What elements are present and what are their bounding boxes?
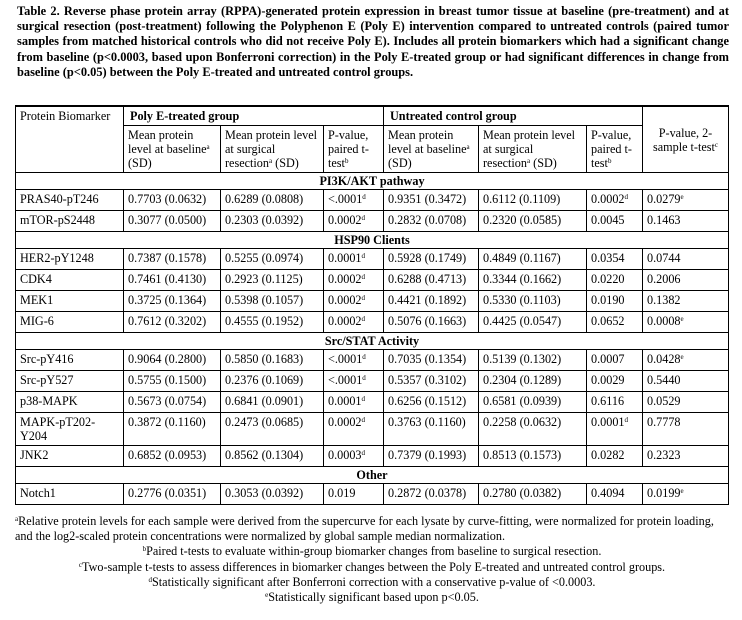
cell-value: 0.6852 (0.0953) [128, 448, 207, 462]
cell-c-p [587, 211, 643, 232]
footnote-mark: d [148, 575, 153, 584]
cell-value: 0.8513 (0.1573) [483, 448, 562, 462]
cell-value: 0.0007 [591, 352, 625, 366]
cell-value: 0.5440 [647, 373, 681, 387]
cell-p2 [643, 211, 729, 232]
cell-value: 0.6112 (0.1109) [483, 192, 561, 206]
cell-t-base [124, 392, 221, 413]
cell-value: 0.4849 (0.1167) [483, 251, 561, 265]
cell-c-p [587, 392, 643, 413]
cell-value: 0.5139 (0.1302) [483, 352, 562, 366]
header-control-baseline [384, 126, 479, 173]
cell-p2 [643, 291, 729, 312]
cell-c-base [384, 371, 479, 392]
cell-value: 0.5755 (0.1500) [128, 373, 207, 387]
cell-value: 0.0029 [591, 373, 625, 387]
table-row [16, 446, 729, 467]
cell-c-surg [479, 413, 587, 446]
cell-value: 0.2923 (0.1125) [225, 272, 303, 286]
cell-value: 0.0190 [591, 293, 625, 307]
cell-c-base [384, 446, 479, 467]
cell-value: 0.0001 [328, 394, 362, 408]
cell-t-surg [221, 249, 324, 270]
cell-t-base [124, 350, 221, 371]
cell-value: 0.7035 (0.1354) [388, 352, 467, 366]
cell-c-p [587, 350, 643, 371]
cell-c-surg [479, 270, 587, 291]
footnotes [15, 514, 729, 605]
footnote-mark: d [362, 374, 366, 382]
cell-value: 0.0001 [328, 251, 362, 265]
footnote-mark: d [361, 214, 366, 222]
section-title: PI3K/AKT pathway [16, 173, 729, 190]
cell-t-p [324, 211, 384, 232]
footnote-mark: b [607, 157, 612, 165]
cell-value: 0.6116 [591, 394, 625, 408]
cell-c-surg [479, 350, 587, 371]
header-treated-group: Poly E-treated group [124, 106, 384, 126]
cell-value: 0.5076 (0.1663) [388, 314, 467, 328]
cell-value: 0.6581 (0.0939) [483, 394, 562, 408]
header-treated-pvalue [324, 126, 384, 173]
header-control-group: Untreated control group [384, 106, 643, 126]
cell-p2 [643, 392, 729, 413]
footnote-mark: d [361, 395, 366, 403]
cell-value: 0.0199 [647, 486, 681, 500]
cell-t-base [124, 484, 221, 505]
cell-t-p [324, 350, 384, 371]
cell-value: 0.6289 (0.0808) [225, 192, 304, 206]
footnote-text: Statistically significant based upon p<0.05. [268, 590, 479, 605]
cell-value: 0.5330 (0.1103) [483, 293, 561, 307]
cell-value: 0.0279 [647, 192, 681, 206]
cell-p2 [643, 350, 729, 371]
header-label: P-value, paired t-test [591, 128, 632, 170]
cell-value: 0.2832 (0.0708) [388, 213, 467, 227]
cell-value: p38-MAPK [20, 394, 78, 408]
section-header-row [16, 467, 729, 484]
cell-value: 0.0002 [328, 272, 362, 286]
footnote-mark: a [466, 143, 470, 151]
cell-t-p [324, 446, 384, 467]
footnote-mark: a [15, 515, 19, 523]
cell-p2 [643, 371, 729, 392]
footnote-e [15, 590, 729, 605]
cell-value: MEK1 [20, 293, 54, 307]
cell-t-surg [221, 190, 324, 211]
cell-value: 0.2776 (0.0351) [128, 486, 207, 500]
cell-name [16, 392, 124, 413]
cell-value: 0.5357 (0.3102) [388, 373, 467, 387]
cell-c-base [384, 413, 479, 446]
footnote-mark: d [624, 193, 629, 201]
cell-value: 0.0008 [647, 314, 681, 328]
footnote-mark: d [361, 315, 366, 323]
cell-value: 0.2303 (0.0392) [225, 213, 304, 227]
footnote-b [15, 544, 729, 559]
cell-value: 0.4094 [591, 486, 625, 500]
cell-c-base [384, 291, 479, 312]
rppa-table [15, 105, 729, 505]
cell-value: 0.0001 [591, 415, 625, 429]
cell-value: 0.3872 (0.1160) [128, 415, 206, 429]
cell-value: 0.3344 (0.1662) [483, 272, 562, 286]
cell-c-base [384, 312, 479, 333]
cell-value: 0.2376 (0.1069) [225, 373, 304, 387]
cell-value: 0.5850 (0.1683) [225, 352, 304, 366]
cell-t-base [124, 413, 221, 446]
cell-value: HER2-pY1248 [20, 251, 94, 265]
cell-value: <.0001 [328, 373, 363, 387]
cell-p2 [643, 484, 729, 505]
cell-p2 [643, 312, 729, 333]
footnote-d [15, 575, 729, 590]
cell-t-surg [221, 392, 324, 413]
cell-value: 0.0220 [591, 272, 625, 286]
table-caption: Table 2. Reverse phase protein array (RPPA)-generated protein expression in breast tumor tissue at baseline (pre-treatment) and at surgical resection (post-treatment) following the Polyphenon E (Poly E) intervention compared to untreated controls (paired tumor samples from matched historical controls who did not receive Poly E). Includes all protein biomarkers which had a significant change from baseline (p<0.0003, based upon Bonferroni correction) in the Poly E-treated group or had significant differences in change from baseline (p<0.05) between the Poly E-treated and untreated control groups. [17, 4, 729, 79]
cell-c-p [587, 446, 643, 467]
cell-c-surg [479, 446, 587, 467]
footnote-mark: c [78, 560, 83, 569]
section-header-row [16, 173, 729, 190]
cell-name [16, 371, 124, 392]
footnote-mark: e [680, 193, 684, 201]
table-row [16, 249, 729, 270]
footnote-text: Relative protein levels for each sample were derived from the supercurve for each lysate by curve-fitting, were normalized for protein loading, and the log2-scaled protein concentrations were normalized by global sample median normalization. [15, 514, 714, 544]
cell-value: Notch1 [20, 486, 56, 500]
cell-value: 0.7778 [647, 415, 681, 429]
cell-c-p [587, 371, 643, 392]
cell-value: 0.3725 (0.1364) [128, 293, 207, 307]
cell-c-base [384, 249, 479, 270]
cell-value: MAPK-pT202-Y204 [20, 415, 96, 443]
cell-value: 0.0744 [647, 251, 681, 265]
cell-value: 0.0002 [328, 314, 362, 328]
cell-t-surg [221, 371, 324, 392]
cell-t-base [124, 371, 221, 392]
cell-value: 0.7703 (0.0632) [128, 192, 207, 206]
cell-c-p [587, 270, 643, 291]
cell-value: 0.5928 (0.1749) [388, 251, 467, 265]
cell-c-p [587, 312, 643, 333]
cell-t-p [324, 249, 384, 270]
cell-t-p [324, 484, 384, 505]
cell-c-p [587, 190, 643, 211]
footnote-mark: d [362, 353, 366, 361]
cell-t-p [324, 371, 384, 392]
cell-p2 [643, 190, 729, 211]
cell-value: 0.0354 [591, 251, 625, 265]
footnote-mark: e [680, 315, 684, 323]
cell-value: <.0001 [328, 192, 363, 206]
cell-value: 0.3053 (0.0392) [225, 486, 304, 500]
cell-t-p [324, 392, 384, 413]
cell-c-p [587, 249, 643, 270]
cell-name [16, 484, 124, 505]
footnote-mark: d [361, 449, 366, 457]
cell-name [16, 270, 124, 291]
cell-c-base [384, 270, 479, 291]
footnote-text: Two-sample t-tests to assess differences in biomarker changes between the Poly E-treated and untreated control groups. [82, 559, 666, 574]
footnote-a [15, 514, 729, 544]
header-sd: (SD) [530, 156, 557, 170]
cell-value: 0.0428 [647, 352, 681, 366]
cell-value: 0.2304 (0.1289) [483, 373, 562, 387]
footnote-mark: c [714, 140, 719, 149]
cell-name [16, 413, 124, 446]
cell-t-surg [221, 446, 324, 467]
footnote-mark: d [362, 193, 366, 201]
header-pvalue-2sample [643, 106, 729, 173]
cell-value: 0.7379 (0.1993) [388, 448, 467, 462]
header-label: Mean protein level at surgical resection [225, 128, 318, 170]
cell-p2 [643, 413, 729, 446]
cell-value: 0.0652 [591, 314, 625, 328]
cell-c-base [384, 211, 479, 232]
cell-value: 0.4425 (0.0547) [483, 314, 562, 328]
footnote-mark: e [680, 487, 684, 495]
header-control-pvalue [587, 126, 643, 173]
cell-value: 0.0002 [591, 192, 625, 206]
footnote-mark: e [265, 591, 269, 600]
header-label: Mean protein level at baseline [128, 128, 207, 156]
footnote-mark: d [361, 294, 366, 302]
cell-t-surg [221, 291, 324, 312]
footnote-mark: a [527, 157, 531, 165]
cell-value: CDK4 [20, 272, 52, 286]
header-pvalue-2sample-label: P-value, 2-sample t-test [652, 125, 715, 154]
cell-t-p [324, 312, 384, 333]
table-row [16, 392, 729, 413]
cell-p2 [643, 446, 729, 467]
cell-value: mTOR-pS2448 [20, 213, 95, 227]
cell-value: 0.2473 (0.0685) [225, 415, 304, 429]
cell-name [16, 249, 124, 270]
header-label: Mean protein level at surgical resection [483, 128, 576, 170]
footnote-mark: d [361, 416, 366, 424]
table-row [16, 270, 729, 291]
cell-c-surg [479, 249, 587, 270]
cell-value: MIG-6 [20, 314, 54, 328]
cell-name [16, 446, 124, 467]
cell-value: 0.2320 (0.0585) [483, 213, 562, 227]
cell-t-base [124, 211, 221, 232]
cell-value: 0.0003 [328, 448, 362, 462]
footnote-mark: e [680, 353, 684, 361]
cell-value: 0.5255 (0.0974) [225, 251, 304, 265]
table-row [16, 350, 729, 371]
cell-c-p [587, 291, 643, 312]
cell-name [16, 190, 124, 211]
cell-c-surg [479, 392, 587, 413]
table-row [16, 484, 729, 505]
cell-value: 0.6841 (0.0901) [225, 394, 304, 408]
cell-value: 0.3077 (0.0500) [128, 213, 207, 227]
header-treated-baseline [124, 126, 221, 173]
cell-t-base [124, 312, 221, 333]
cell-t-surg [221, 484, 324, 505]
cell-name [16, 211, 124, 232]
cell-value: 0.4555 (0.1952) [225, 314, 304, 328]
header-treated-surgical [221, 126, 324, 173]
cell-value: Src-pY527 [20, 373, 74, 387]
cell-value: 0.9351 (0.3472) [388, 192, 467, 206]
cell-c-surg [479, 211, 587, 232]
cell-t-base [124, 249, 221, 270]
cell-value: 0.2323 [647, 448, 681, 462]
cell-value: 0.0282 [591, 448, 625, 462]
header-sd: (SD) [272, 156, 299, 170]
table-row [16, 371, 729, 392]
cell-value: 0.6256 (0.1512) [388, 394, 467, 408]
cell-c-base [384, 350, 479, 371]
cell-t-p [324, 413, 384, 446]
cell-value: 0.0045 [591, 213, 625, 227]
cell-t-base [124, 291, 221, 312]
cell-value: 0.2258 (0.0632) [483, 415, 562, 429]
cell-t-surg [221, 211, 324, 232]
cell-t-surg [221, 270, 324, 291]
cell-value: 0.6288 (0.4713) [388, 272, 467, 286]
footnote-mark: d [624, 416, 629, 424]
section-header-row [16, 333, 729, 350]
footnote-text: Paired t-tests to evaluate within-group biomarker changes from baseline to surgical resection. [146, 544, 602, 559]
cell-value: PRAS40-pT246 [20, 192, 99, 206]
table-row [16, 211, 729, 232]
cell-name [16, 312, 124, 333]
cell-t-p [324, 190, 384, 211]
cell-c-base [384, 392, 479, 413]
table-body [16, 173, 729, 505]
footnote-mark: d [361, 273, 366, 281]
cell-c-surg [479, 312, 587, 333]
cell-p2 [643, 249, 729, 270]
cell-c-surg [479, 484, 587, 505]
cell-value: 0.7612 (0.3202) [128, 314, 207, 328]
section-title: Src/STAT Activity [16, 333, 729, 350]
footnote-mark: b [142, 545, 147, 554]
cell-value: 0.3763 (0.1160) [388, 415, 466, 429]
header-label: Mean protein level at baseline [388, 128, 467, 156]
cell-value: 0.019 [328, 486, 356, 500]
footnote-mark: d [361, 252, 366, 260]
cell-value: Src-pY416 [20, 352, 74, 366]
header-label: P-value, paired t-test [328, 128, 369, 170]
cell-t-surg [221, 312, 324, 333]
cell-value: 0.7387 (0.1578) [128, 251, 207, 265]
cell-t-surg [221, 413, 324, 446]
cell-value: 0.5673 (0.0754) [128, 394, 207, 408]
footnote-text: Statistically significant after Bonferroni correction with a conservative p-value of <0.0003. [152, 574, 596, 589]
cell-value: 0.1382 [647, 293, 681, 307]
header-biomarker: Protein Biomarker [16, 106, 124, 173]
cell-value: 0.5398 (0.1057) [225, 293, 304, 307]
header-sd: (SD) [128, 156, 152, 170]
cell-c-surg [479, 190, 587, 211]
cell-value: 0.0529 [647, 394, 681, 408]
cell-name [16, 291, 124, 312]
table-row [16, 312, 729, 333]
cell-t-base [124, 270, 221, 291]
cell-t-base [124, 190, 221, 211]
cell-value: JNK2 [20, 448, 49, 462]
header-sd: (SD) [388, 156, 412, 170]
cell-c-base [384, 190, 479, 211]
cell-name [16, 350, 124, 371]
cell-c-p [587, 413, 643, 446]
cell-c-p [587, 484, 643, 505]
section-title: Other [16, 467, 729, 484]
cell-c-base [384, 484, 479, 505]
cell-value: 0.7461 (0.4130) [128, 272, 207, 286]
footnote-mark: a [206, 143, 210, 151]
cell-value: 0.4421 (0.1892) [388, 293, 467, 307]
cell-value: 0.8562 (0.1304) [225, 448, 304, 462]
cell-t-base [124, 446, 221, 467]
footnote-mark: b [344, 157, 349, 165]
header-control-surgical [479, 126, 587, 173]
cell-value: 0.1463 [647, 213, 681, 227]
table-row [16, 291, 729, 312]
cell-value: 0.2872 (0.0378) [388, 486, 467, 500]
cell-value: 0.2006 [647, 272, 681, 286]
cell-value: 0.0002 [328, 293, 362, 307]
table-row [16, 190, 729, 211]
cell-value: 0.0002 [328, 415, 362, 429]
footnote-c [15, 560, 729, 575]
cell-value: <.0001 [328, 352, 363, 366]
cell-c-surg [479, 371, 587, 392]
cell-p2 [643, 270, 729, 291]
cell-value: 0.9064 (0.2800) [128, 352, 207, 366]
cell-t-p [324, 291, 384, 312]
cell-c-surg [479, 291, 587, 312]
cell-value: 0.0002 [328, 213, 362, 227]
footnote-mark: a [269, 157, 273, 165]
cell-value: 0.2780 (0.0382) [483, 486, 562, 500]
header-row-groups [16, 106, 729, 126]
section-header-row [16, 232, 729, 249]
cell-t-surg [221, 350, 324, 371]
cell-t-p [324, 270, 384, 291]
section-title: HSP90 Clients [16, 232, 729, 249]
table-row [16, 413, 729, 446]
